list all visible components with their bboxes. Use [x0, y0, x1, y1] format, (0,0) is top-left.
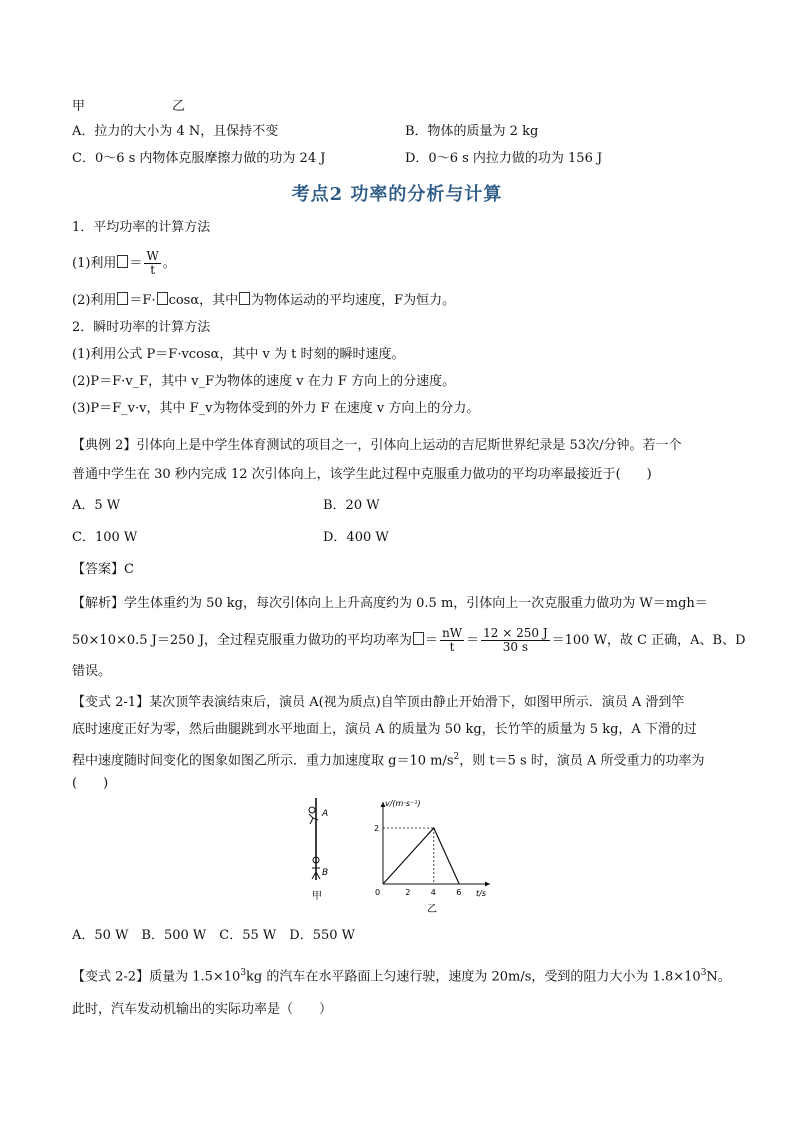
- y-tick-label: 2: [374, 824, 380, 833]
- p-bar-symbol: [117, 292, 128, 305]
- figure-caption-jia: 甲: [312, 891, 322, 902]
- variant-2-1-options: A．50 W B．500 W C．55 W D．550 W: [72, 928, 355, 943]
- x-tick-label: 4: [430, 888, 436, 897]
- variant-2-1-line-4: ( ): [72, 776, 109, 791]
- avg-method-1: (1)利用 ＝ $\frac{W}{t}$ 。: [72, 249, 176, 277]
- fraction-calculation: $\frac{12 \times 250 J}{30 s}$: [483, 626, 548, 654]
- analysis-line-2: 50×10×0.5 J＝250 J，全过程克服重力做功的平均功率为 ＝ $\frac{nW}{t}$ ＝ $\frac{12 \times 250 J}{30 s}$ ＝100 W，故 C 正确，A、B、D: [72, 626, 746, 654]
- inst-power-heading: 2．瞬时功率的计算方法: [72, 320, 211, 335]
- velocity-series-line: [383, 828, 459, 884]
- example-option-c: C．100 W: [72, 530, 138, 545]
- section-title: 考点2 功率的分析与计算: [291, 184, 503, 205]
- avg-method-2: (2)利用 ＝F· cosα，其中 为物体运动的平均速度，F为恒力。: [72, 293, 456, 308]
- option-a: A．拉力的大小为 4 N，且保持不变: [72, 124, 279, 139]
- figure-pole-diagram: [300, 796, 340, 906]
- inst-method-1: (1)利用公式 P＝F·vcosα，其中 v 为 t 时刻的瞬时速度。: [72, 347, 405, 362]
- performer-a-icon: [309, 807, 315, 813]
- figure-label-jia: 甲: [72, 99, 86, 114]
- inst-method-3: (3)P＝F_v·v，其中 F_v为物体受到的外力 F 在速度 v 方向上的分力。: [72, 401, 480, 416]
- x-tick-label: 0: [375, 888, 381, 897]
- option-c: C．0～6 s 内物体克服摩擦力做的功为 24 J: [72, 151, 326, 166]
- v-bar-symbol: [157, 292, 168, 305]
- velocity-time-chart: [368, 796, 498, 914]
- option-d: D．0～6 s 内拉力做的功为 156 J: [405, 151, 603, 166]
- variant-2-2-line-2: 此时，汽车发动机输出的实际功率是（ ）: [72, 1002, 333, 1017]
- answer: 【答案】C: [72, 562, 134, 577]
- x-axis-label: t/s: [476, 889, 486, 898]
- x-tick-label: 6: [456, 888, 462, 897]
- figure-caption-yi: 乙: [427, 904, 437, 914]
- y-axis-label: v/(m·s⁻¹): [385, 799, 421, 808]
- figure-label-yi: 乙: [172, 99, 186, 114]
- v-bar-symbol: [239, 292, 250, 305]
- figure-label-a: A: [322, 809, 329, 819]
- p-bar-symbol: [117, 255, 128, 268]
- option-b: B．物体的质量为 2 kg: [405, 124, 539, 139]
- variant-2-2-line-1: 【变式 2-2】质量为 $1.5\times 10^3kg$ 的汽车在水平路面上匀速行驶，速度为 20m/s，受到的阻力大小为 $1.8\times 10^3N$。: [72, 968, 731, 985]
- figure-label-b: B: [322, 868, 329, 878]
- variant-2-1-line-2: 底时速度正好为零，然后曲腿跳到水平地面上，演员 A 的质量为 50 kg，长竹竿的质量为 5 kg，A 下滑的过: [72, 722, 697, 737]
- variant-2-1-line-1: 【变式 2-1】某次顶竿表演结束后，演员 A(视为质点)自竿顶由静止开始滑下，如图甲所示．演员 A 滑到竿: [72, 695, 685, 710]
- inst-method-2: (2)P＝F·v_F，其中 v_F为物体的速度 v 在力 F 方向上的分速度。: [72, 374, 456, 389]
- analysis-line-3: 错误。: [72, 664, 112, 679]
- example-2-line-1: 【典例 2】引体向上是中学生体育测试的项目之一，引体向上运动的吉尼斯世界纪录是 53次/分钟。若一个: [72, 438, 682, 453]
- analysis-line-1: 【解析】学生体重约为 50 kg，每次引体向上上升高度约为 0.5 m，引体向上一次克服重力做功为 W＝mgh＝: [72, 596, 708, 611]
- x-axis-arrow: [485, 882, 490, 887]
- fraction-w-over-t: $\frac{W}{t}$: [146, 249, 159, 277]
- avg-power-heading: 1．平均功率的计算方法: [72, 220, 211, 235]
- example-option-d: D．400 W: [323, 530, 389, 545]
- example-option-a: A．5 W: [72, 498, 121, 513]
- fraction-nw-over-t: $\frac{nW}{t}$: [442, 626, 463, 654]
- x-tick-label: 2: [405, 888, 411, 897]
- example-option-b: B．20 W: [323, 498, 380, 513]
- example-2-line-2: 普通中学生在 30 秒内完成 12 次引体向上，该学生此过程中克服重力做功的平均功率最接近于( ): [72, 467, 652, 482]
- variant-2-1-line-3: 程中速度随时间变化的图象如图乙所示．重力加速度取 g＝10 $m/s^2$，则 t＝5 s 时，演员 A 所受重力的功率为: [72, 752, 705, 769]
- p-bar-symbol: [413, 632, 424, 645]
